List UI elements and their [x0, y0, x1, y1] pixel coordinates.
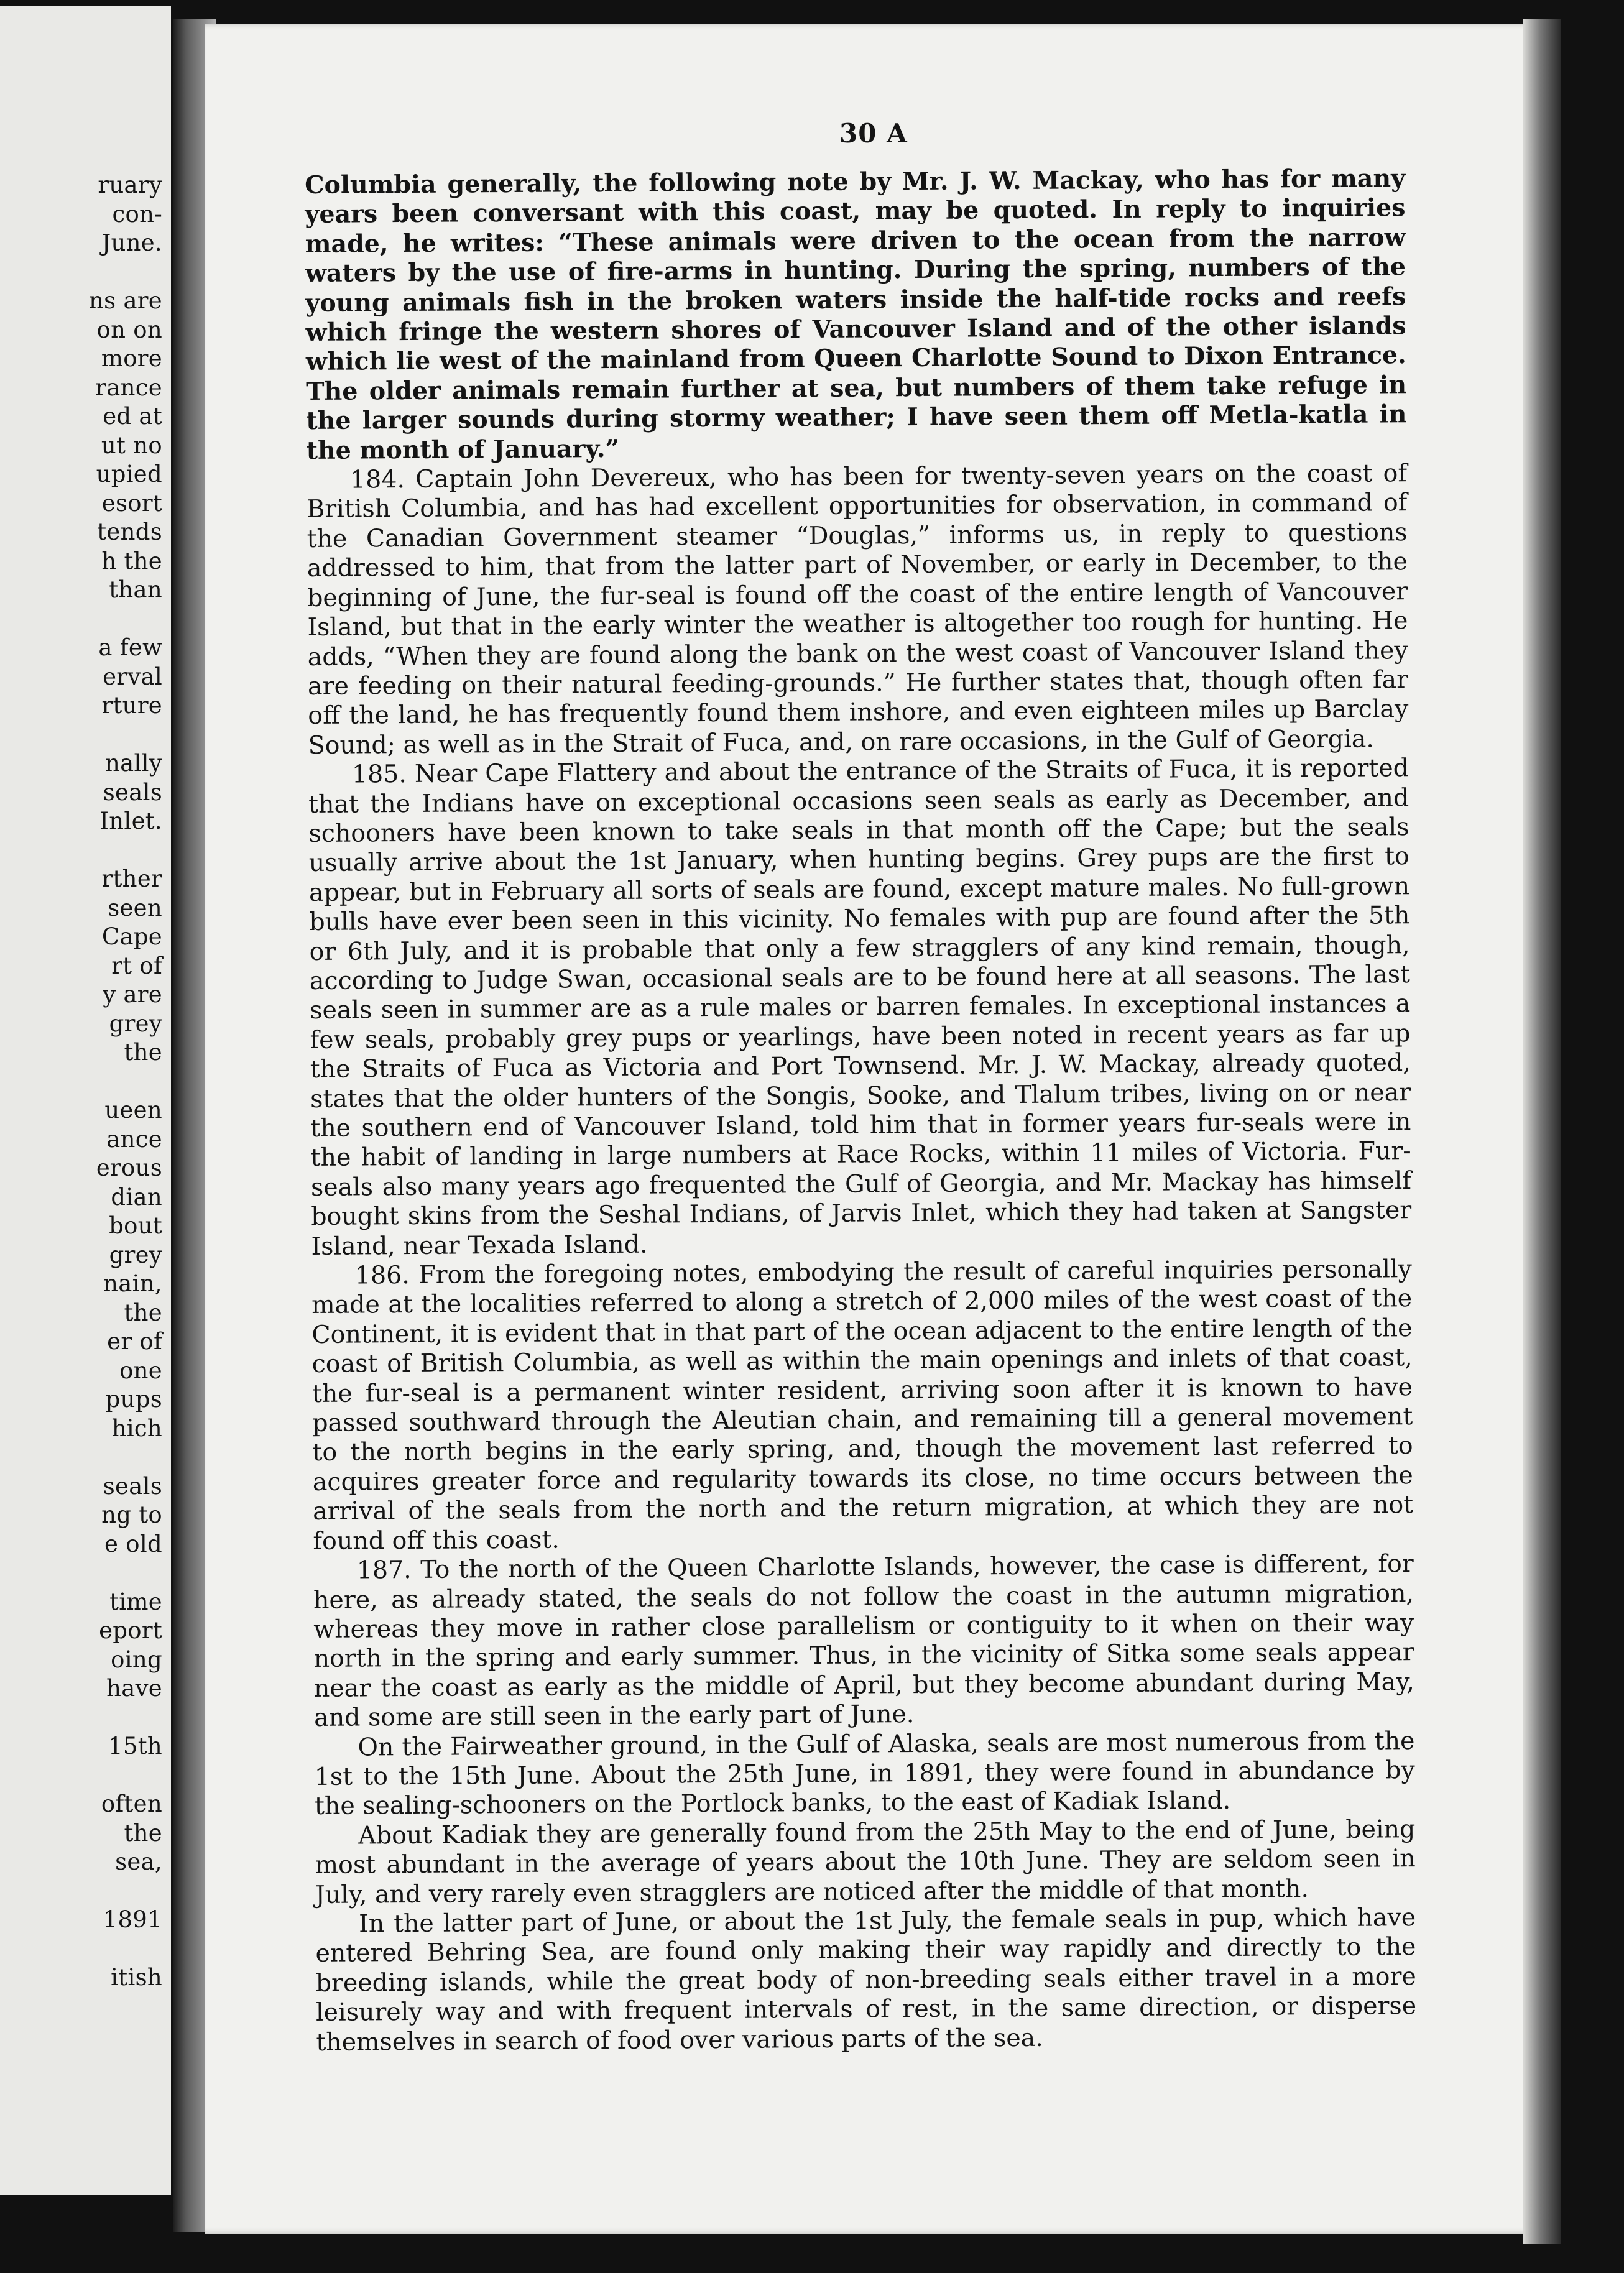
facing-page-fragment: bout	[109, 1212, 162, 1239]
page-number: 30 A	[839, 118, 908, 149]
facing-page-fragment: ut no	[101, 431, 162, 459]
facing-page-fragment: on on	[96, 316, 162, 343]
facing-page-fragment: h the	[101, 547, 162, 574]
page-body	[305, 164, 1417, 2057]
facing-page-fragment: rture	[101, 692, 162, 719]
facing-page-fragment: eport	[99, 1617, 162, 1644]
facing-page-fragment: a few	[98, 634, 162, 661]
facing-page-fragment: tends	[97, 519, 162, 545]
facing-page-fragment: esort	[101, 489, 162, 517]
facing-page-fragment: the	[124, 1039, 162, 1066]
facing-page-fragment: ance	[106, 1125, 162, 1153]
paragraph-185: 185. Near Cape Flattery and about the entrance of the Straits of Fuca, it is reported that the Indians have on exceptional occasions seen seals as early as December, and schooners have been known to take seals in that month off the Cape; but the seals usually arrive about the 1st January, when hunting begins. Grey pups are the first to appear, but in February all sorts of seals are found, except mature males. No full-grown bulls have ever been seen in this vicinity. No females with pup are found after the 5th or 6th July, and it is probable that only a few stragglers of any kind remain, though, according to Judge Swan, occasional seals are to be found here at all seasons. The last seals seen in summer are as a rule males or barren females. In exceptional instances a few seals, probably grey pups or yearlings, have been noted in recent years as far up the Straits of Fuca as Victoria and Port Townsend. Mr. J. W. Mackay, already quoted, states that the older hunters of the Songis, Sooke, and Tlalum tribes, living on or near the southern end of Vancouver Island, told him that in former years fur-seals were in the habit of landing in large numbers at Race Rocks, within 11 miles of Victoria. Fur-seals also many years ago frequented the Gulf of Georgia, and Mr. Mackay has himself bought skins from the Seshal Indians, of Jarvis Inlet, which they had taken at Sangster Island, near Texada Island.	[308, 754, 1412, 1261]
paragraph-187: 187. To the north of the Queen Charlotte Islands, however, the case is different, for here, as already stated, the seals do not follow the coast in the autumn migration, whereas they move in rather close parallelism or contiguity to it when on their way north in the spring and early summer. Thus, in the vicinity of Sitka some seals appear near the coast as early as the middle of April, but they become abundant during May, and some are still seen in the early part of June.	[313, 1549, 1415, 1733]
facing-page-fragment: the	[124, 1819, 162, 1847]
facing-page-fragment: Inlet.	[99, 808, 162, 834]
facing-page-fragment: often	[101, 1791, 162, 1817]
paragraph-186: 186. From the foregoing notes, embodying the result of careful inquiries personally made at the localities referred to along a stretch of 2,000 miles of the west coast of the Continent, it is evident that in that part of the ocean adjacent to the entire length of the coast of British Columbia, as well as within the main openings and inlets of that coast, the fur-seal is a permanent winter resident, arriving soon after it is known to have passed southward through the Aleutian chain, and remaining till a general movement to the north begins in the early spring, and, though the movement last referred to acquires greater force and regularity towards its close, no time occurs between the arrival of the seals from the north and the return migration, at which they are not found off this coast.	[311, 1255, 1414, 1556]
facing-page-fragment: rance	[95, 374, 162, 401]
facing-page-fragment: grey	[109, 1010, 162, 1037]
paragraph-kadiak: About Kadiak they are generally found from the 25th May to the end of June, being most abundant in the average of years about the 10th June. They are seldom seen in July, and very rarely even stragglers are noticed after the middle of that month.	[315, 1814, 1416, 1909]
facing-page-fragment: one	[119, 1357, 162, 1384]
facing-page-left	[0, 6, 171, 2195]
facing-page-fragment: seals	[103, 778, 162, 806]
facing-page-fragment: 15th	[108, 1733, 162, 1759]
paragraph-continued: Columbia generally, the following note by Mr. J. W. Mackay, who has for many years been conversant with this coast, may be quoted. In reply to inquiries made, he writes: “These animals were driven to the ocean from the narrow waters by the use of fire-arms in hunting. During the spring, numbers of the young animals fish in the broken waters inside the half-tide rocks and reefs which fringe the western shores of Vancouver Island and of the other islands which lie west of the mainland from Queen Charlotte Sound to Dixon Entrance. The older animals remain further at sea, but numbers of them take refuge in the larger sounds during stormy weather; I have seen them off Metla-katla in the month of January.”	[305, 164, 1407, 465]
facing-page-fragment: seals	[103, 1472, 162, 1500]
facing-page-fragment: itish	[111, 1964, 162, 1991]
facing-page-fragment: ed at	[103, 403, 162, 430]
facing-page-fragment: ns are	[88, 287, 162, 314]
facing-page-fragment: y are	[103, 981, 162, 1008]
paragraph-fairweather: On the Fairweather ground, in the Gulf of Alaska, seals are most numerous from the 1st to the 15th June. About the 25th June, in 1891, they were found in abundance by the sealing-schooners on the Portlock banks, to the east of Kadiak Island.	[314, 1726, 1415, 1821]
facing-page-fragment: Cape	[101, 923, 162, 950]
facing-page-fragment: upied	[96, 461, 162, 487]
facing-page-fragment: ueen	[104, 1097, 162, 1123]
page-edge-shadow	[1523, 19, 1561, 2244]
facing-page-fragment: erval	[103, 663, 162, 690]
facing-page-fragment: nain,	[103, 1270, 162, 1297]
facing-page-fragment: time	[109, 1588, 162, 1615]
paragraph-184: 184. Captain John Devereux, who has been for twenty-seven years on the coast of British Columbia, and has had excellent opportunities for observation, in command of the Canadian Government steamer “Douglas,” informs us, in reply to questions addressed to him, that from the latter part of November, or early in December, to the beginning of June, the fur-seal is found off the coast of the entire length of Vancouver Island, but that in the early winter the weather is altogether too rough for hunting. He adds, “When they are found along the bank on the west coast of Vancouver Island they are feeding on their natural feeding-grounds.” He further states that, though often far off the land, he has frequently found them inshore, and even eighteen miles up Barclay Sound; as well as in the Strait of Fuca, and, on rare occasions, in the Gulf of Georgia.	[307, 459, 1409, 760]
facing-page-fragment: more	[101, 345, 162, 372]
facing-page-fragment: pups	[105, 1386, 162, 1413]
facing-page-fragment: grey	[109, 1241, 162, 1268]
facing-page-fragment: er of	[107, 1328, 162, 1355]
facing-page-fragment: sea,	[115, 1848, 162, 1875]
facing-page-fragment: ruary	[98, 172, 162, 198]
facing-page-fragment: than	[109, 576, 162, 603]
paragraph-latter-part: In the latter part of June, or about the 1st July, the female seals in pup, which have entered Behring Sea, are found only making their way rapidly and directly to the breeding islands, while the great body of non-breeding seals either travel in a more leisurely way and with frequent intervals of rest, in the same direction, or disperse themselves in search of food over various parts of the sea.	[315, 1903, 1417, 2057]
facing-page-fragment: ng to	[101, 1501, 162, 1528]
facing-page-fragment: oing	[111, 1646, 162, 1673]
facing-page-fragment: hich	[111, 1414, 162, 1442]
facing-page-fragment: erous	[96, 1155, 162, 1181]
facing-page-fragment: have	[106, 1675, 162, 1702]
facing-page-fragment: con-	[112, 200, 162, 228]
facing-page-fragment: nally	[105, 750, 162, 777]
facing-page-fragment: seen	[108, 894, 162, 921]
facing-page-fragment: 1891	[103, 1906, 162, 1933]
facing-page-fragment: rt of	[111, 952, 162, 979]
facing-page-fragment: e old	[104, 1530, 162, 1557]
facing-page-fragment: the	[124, 1299, 162, 1326]
facing-page-fragment: June.	[101, 229, 162, 256]
facing-page-fragment: rther	[101, 865, 162, 892]
facing-page-fragment: dian	[111, 1183, 162, 1210]
